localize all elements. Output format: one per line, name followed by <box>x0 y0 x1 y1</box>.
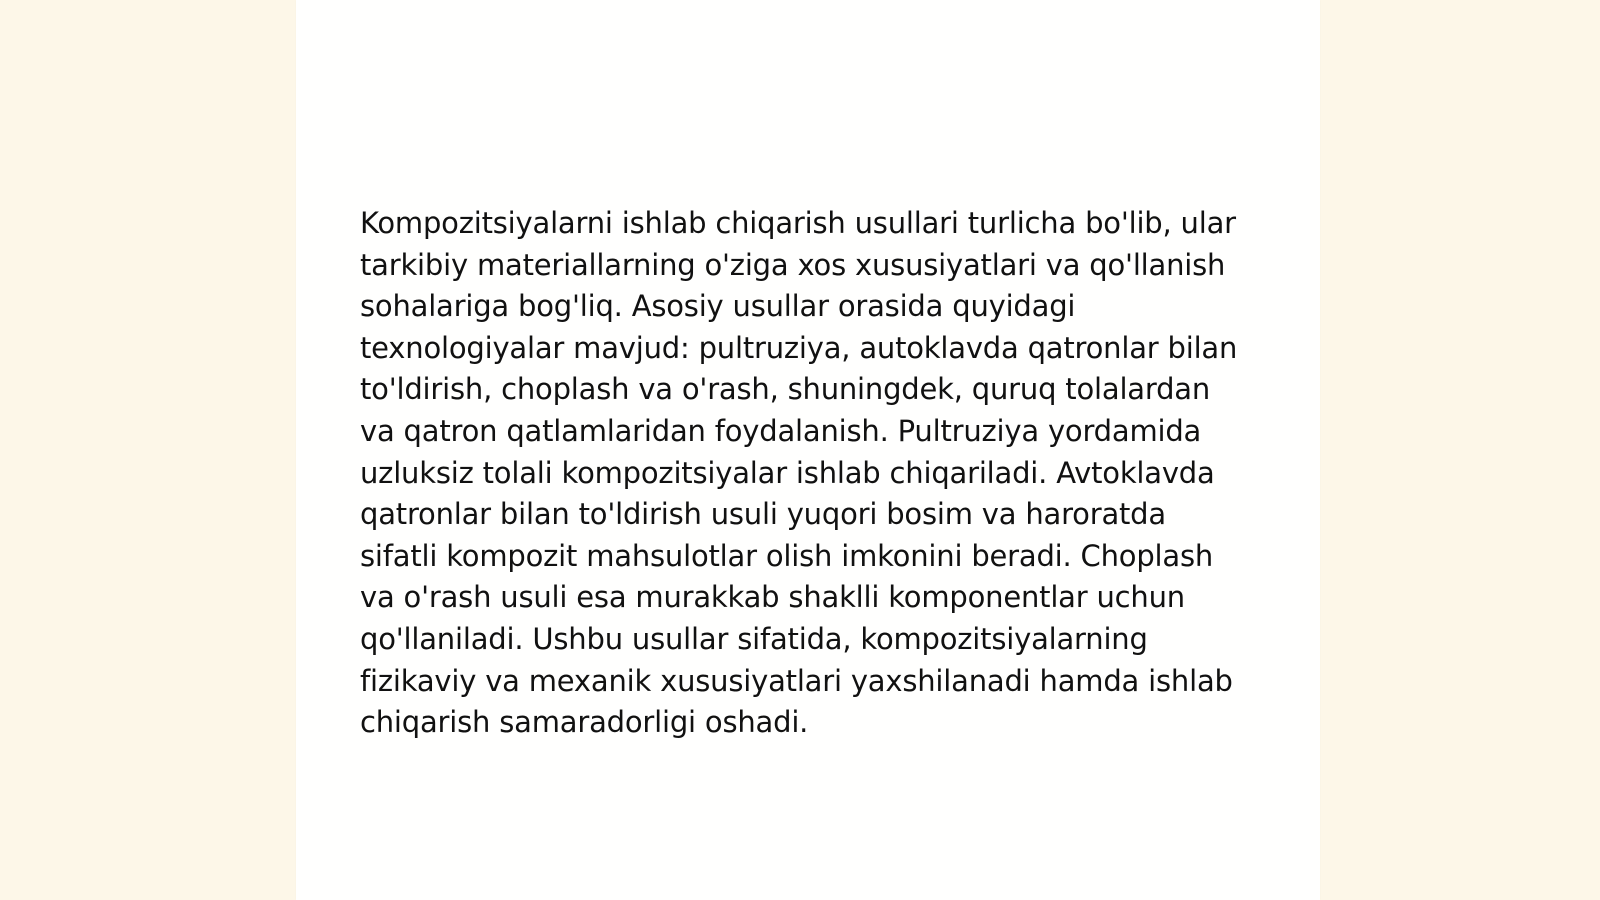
document-page <box>296 0 1320 900</box>
body-paragraph: Kompozitsiyalarni ishlab chiqarish usullari turlicha bo'lib, ular tarkibiy materiallarning o'ziga xos xususiyatlari va qo'llanish sohalariga bog'liq. Asosiy usullar orasida quyidagi texnologiyalar mavjud: pultruziya, autoklavda qatronlar bilan to'ldirish, choplash va o'rash, shuningdek, quruq tolalardan va qatron qatlamlaridan foydalanish. Pultruziya yordamida uzluksiz tolali kompozitsiyalar ishlab chiqariladi. Avtoklavda qatronlar bilan to'ldirish usuli yuqori bosim va haroratda sifatli kompozit mahsulotlar olish imkonini beradi. Choplash va o'rash usuli esa murakkab shaklli komponentlar uchun qo'llaniladi. Ushbu usullar sifatida, kompozitsiyalarning fizikaviy va mexanik xususiyatlari yaxshilanadi hamda ishlab chiqarish samaradorligi oshadi. <box>360 206 1238 740</box>
